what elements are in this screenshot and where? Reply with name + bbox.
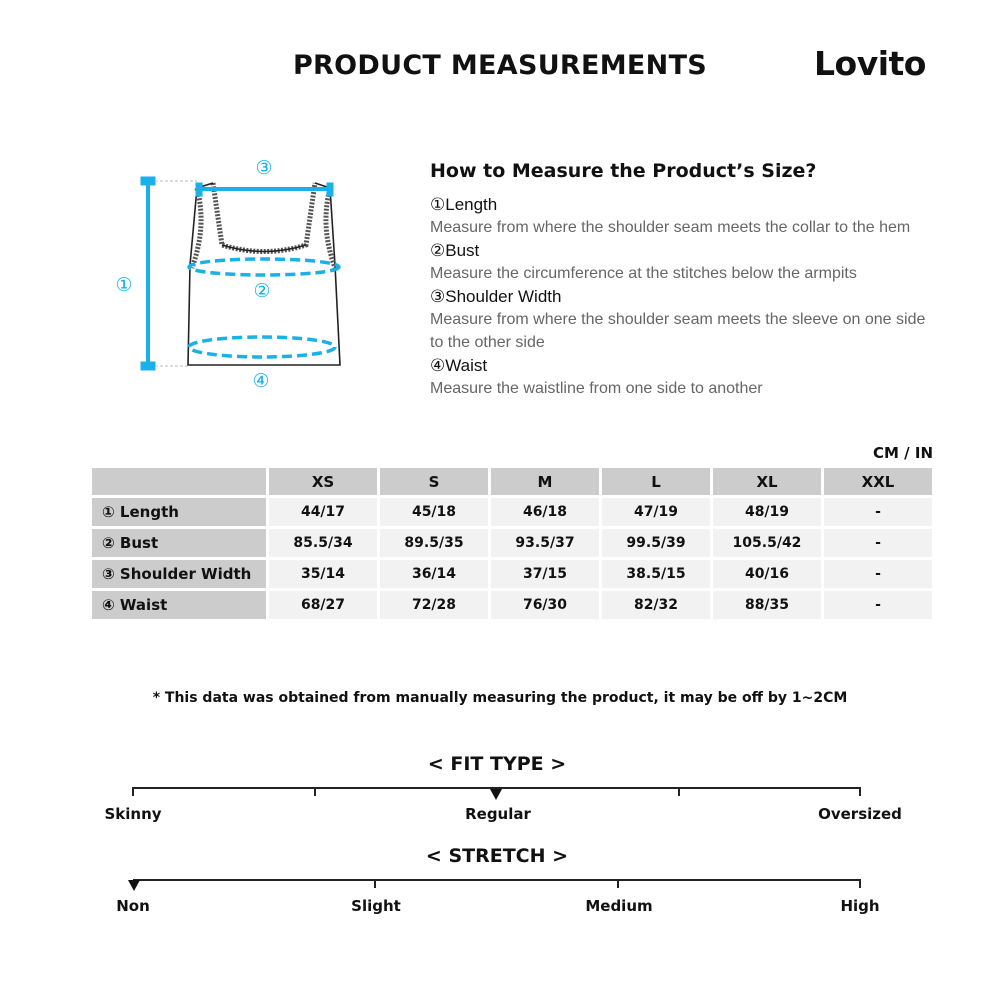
table-row (92, 498, 932, 526)
label-waist: ④ (252, 370, 270, 392)
stretch-label-high: High (840, 897, 880, 915)
brand-logo: Lovito (814, 44, 926, 83)
table-cell: 35/14 (269, 560, 377, 588)
fit-marker-icon (490, 789, 502, 800)
header-size: XXL (824, 468, 932, 495)
header-blank (92, 468, 266, 495)
stretch-label-medium: Medium (585, 897, 653, 915)
table-row (92, 529, 932, 557)
scale-tick (859, 787, 861, 796)
guide-item-title: ②Bust (430, 241, 480, 260)
table-row (92, 560, 932, 588)
table-cell: 40/16 (713, 560, 821, 588)
scale-tick (374, 879, 376, 888)
header-size: XS (269, 468, 377, 495)
size-table (89, 465, 935, 622)
stretch-line (133, 879, 861, 881)
table-cell: 47/19 (602, 498, 710, 526)
measure-guide (430, 160, 990, 401)
fit-label-skinny: Skinny (104, 805, 162, 823)
header-size: L (602, 468, 710, 495)
row-label: ① Length (92, 498, 266, 526)
table-cell: 82/32 (602, 591, 710, 619)
waist-indicator (189, 337, 335, 357)
table-cell: 46/18 (491, 498, 599, 526)
guide-item-title: ④Waist (430, 356, 488, 375)
table-cell: 89.5/35 (380, 529, 488, 557)
table-cell: 44/17 (269, 498, 377, 526)
scale-tick (132, 787, 134, 796)
table-cell: 76/30 (491, 591, 599, 619)
guide-item-title: ①Length (430, 195, 498, 214)
table-cell: 48/19 (713, 498, 821, 526)
table-row (92, 591, 932, 619)
table-cell: 105.5/42 (713, 529, 821, 557)
row-label: ③ Shoulder Width (92, 560, 266, 588)
table-cell: - (824, 560, 932, 588)
table-cell: 99.5/39 (602, 529, 710, 557)
table-cell: - (824, 498, 932, 526)
header-size: XL (713, 468, 821, 495)
label-length: ① (115, 274, 133, 296)
stretch-label-non: Non (116, 897, 150, 915)
bust-indicator (189, 259, 339, 275)
table-cell: 85.5/34 (269, 529, 377, 557)
guide-item-desc: Measure from where the shoulder seam meets the sleeve on one side to the other side (430, 311, 926, 351)
scale-tick (859, 879, 861, 888)
table-cell: 45/18 (380, 498, 488, 526)
guide-item-desc: Measure the circumference at the stitches below the armpits (430, 265, 857, 282)
table-cell: 93.5/37 (491, 529, 599, 557)
units-label: CM / IN (873, 444, 933, 462)
guide-item-title: ③Shoulder Width (430, 287, 562, 306)
measurement-note: * This data was obtained from manually measuring the product, it may be off by 1~2CM (152, 690, 848, 706)
fit-type-title: < FIT TYPE > (427, 753, 567, 775)
label-bust: ② (253, 280, 271, 302)
row-label: ② Bust (92, 529, 266, 557)
page-title: PRODUCT MEASUREMENTS (292, 50, 708, 81)
table-cell: - (824, 591, 932, 619)
label-shoulder: ③ (255, 157, 273, 179)
table-cell: 68/27 (269, 591, 377, 619)
guide-item-desc: Measure from where the shoulder seam meets the collar to the hem (430, 219, 911, 236)
table-cell: - (824, 529, 932, 557)
row-label: ④ Waist (92, 591, 266, 619)
table-cell: 38.5/15 (602, 560, 710, 588)
fit-label-oversized: Oversized (818, 805, 902, 823)
scale-tick (314, 787, 316, 796)
table-cell: 88/35 (713, 591, 821, 619)
table-cell: 36/14 (380, 560, 488, 588)
header-size: S (380, 468, 488, 495)
table-cell: 72/28 (380, 591, 488, 619)
guide-heading: How to Measure the Product’s Size? (430, 160, 817, 182)
stretch-label-slight: Slight (351, 897, 401, 915)
stretch-marker-icon (128, 880, 140, 891)
table-cell: 37/15 (491, 560, 599, 588)
scale-tick (678, 787, 680, 796)
table-header-row (92, 468, 932, 495)
scale-tick (617, 879, 619, 888)
garment-diagram (105, 150, 365, 400)
fit-label-regular: Regular (465, 805, 531, 823)
guide-item-desc: Measure the waistline from one side to another (430, 380, 763, 397)
stretch-title: < STRETCH > (425, 845, 569, 867)
header-size: M (491, 468, 599, 495)
